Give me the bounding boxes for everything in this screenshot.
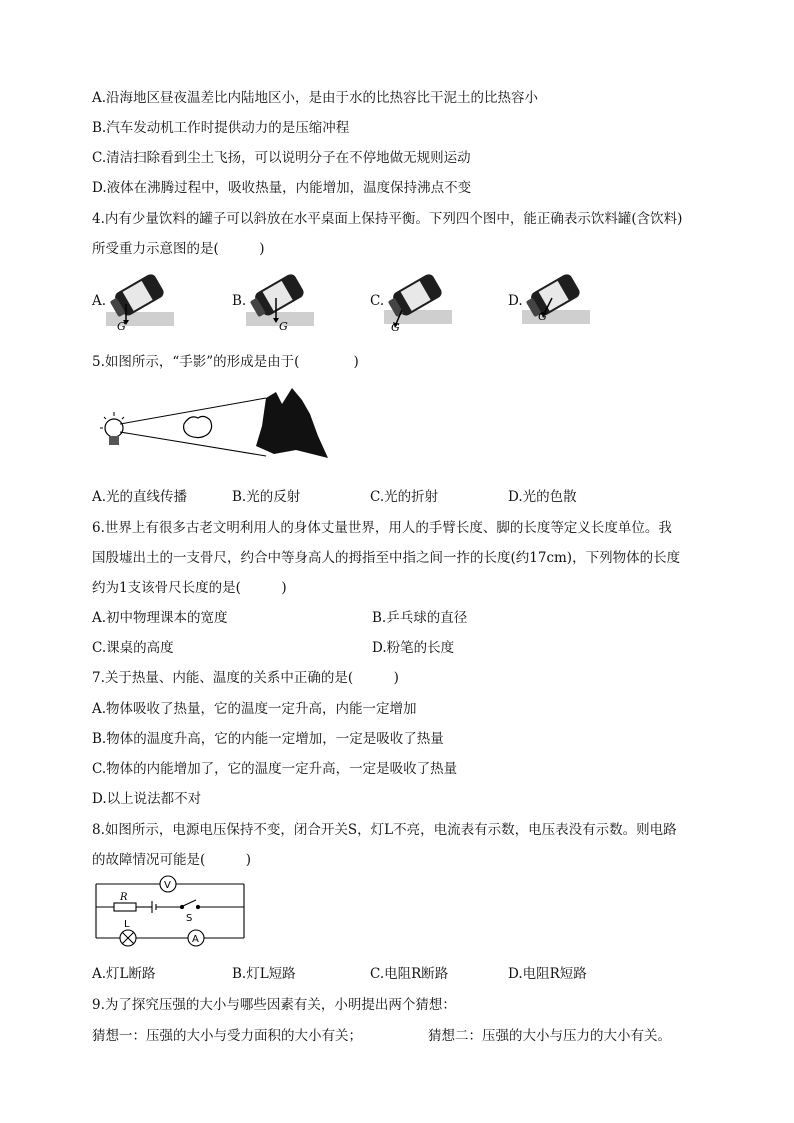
q3-option-a: A.沿海地区昼夜温差比内陆地区小，是由于水的比热容比干泥土的比热容小	[92, 90, 539, 106]
q6-stem-line1: 6.世界上有很多古老文明利用人的身体丈量世界，用人的手臂长度、脚的长度等定义长度单位。我	[92, 520, 672, 536]
q3-option-b: B.汽车发动机工作时提供动力的是压缩冲程	[92, 120, 350, 136]
can-figure-a	[106, 270, 174, 332]
q6-option-b: B.乒乓球的直径	[372, 610, 468, 626]
q7-option-c: C.物体的内能增加了，它的温度一定升高，一定是吸收了热量	[92, 761, 458, 777]
q8-option-a: A.灯L断路	[92, 966, 156, 982]
q8-option-d: D.电阻R短路	[508, 966, 587, 982]
voltmeter-label: V	[164, 880, 171, 891]
q9-guess2: 猜想二：压强的大小与压力的大小有关。	[428, 1028, 671, 1044]
q4-stem-line1: 4.内有少量饮料的罐子可以斜放在水平桌面上保持平衡。下列四个图中，能正确表示饮料罐(含饮料)	[92, 211, 683, 227]
q5-stem: 5.如图所示，“手影”的形成是由于( )	[92, 354, 359, 370]
can-figure-b	[246, 270, 314, 332]
g-label-b: G	[279, 320, 288, 332]
q5-option-c: C.光的折射	[370, 489, 439, 505]
q6-option-a: A.初中物理课本的宽度	[92, 610, 228, 626]
q7-stem: 7.关于热量、内能、温度的关系中正确的是( )	[92, 670, 399, 686]
q7-option-b: B.物体的温度升高，它的内能一定增加，一定是吸收了热量	[92, 731, 444, 747]
ammeter-label: A	[192, 934, 199, 945]
q4-label-b: B.	[232, 293, 247, 309]
lamp-label: L	[124, 919, 130, 930]
q8-stem-line1: 8.如图所示，电源电压保持不变，闭合开关S，灯L不亮，电流表有示数，电压表没有示数。则电路	[92, 822, 677, 838]
g-label-c: G	[391, 321, 400, 332]
q6-option-c: C.课桌的高度	[92, 640, 174, 656]
q4-label-d: D.	[508, 293, 523, 309]
q4-label-a: A.	[92, 293, 107, 309]
q7-option-d: D.以上说法都不对	[92, 791, 202, 807]
circuit-diagram	[92, 874, 252, 948]
q8-option-c: C.电阻R断路	[370, 966, 449, 982]
q5-option-d: D.光的色散	[508, 489, 577, 505]
can-figure-d	[522, 270, 590, 328]
switch-label: S	[186, 913, 193, 924]
q9-stem: 9.为了探究压强的大小与哪些因素有关，小明提出两个猜想：	[92, 997, 456, 1013]
g-label-d: G	[538, 310, 547, 323]
q6-option-d: D.粉笔的长度	[372, 640, 455, 656]
q4-label-c: C.	[370, 293, 385, 309]
q6-stem-line2: 国殷墟出土的一支骨尺，约合中等身高人的拇指至中指之间一拃的长度(约17cm)，下列物体的长度	[92, 550, 681, 566]
q3-option-d: D.液体在沸腾过程中，吸收热量，内能增加，温度保持沸点不变	[92, 180, 472, 196]
q7-option-a: A.物体吸收了热量，它的温度一定升高，内能一定增加	[92, 701, 417, 717]
resistor-label: R	[120, 892, 128, 903]
q4-stem-line2: 所受重力示意图的是( )	[92, 241, 265, 257]
hand-shadow-figure	[96, 386, 336, 466]
q3-option-c: C.清洁扫除看到尘土飞扬，可以说明分子在不停地做无规则运动	[92, 150, 471, 166]
q6-stem-line3: 约为1支该骨尺长度的是( )	[92, 580, 287, 596]
q5-option-b: B.光的反射	[232, 489, 301, 505]
q5-option-a: A.光的直线传播	[92, 489, 188, 505]
g-label-a: G	[117, 320, 126, 332]
q9-guess1: 猜想一：压强的大小与受力面积的大小有关；	[92, 1028, 362, 1044]
can-figure-c	[384, 270, 452, 332]
q8-stem-line2: 的故障情况可能是( )	[92, 852, 252, 868]
q8-option-b: B.灯L短路	[232, 966, 296, 982]
